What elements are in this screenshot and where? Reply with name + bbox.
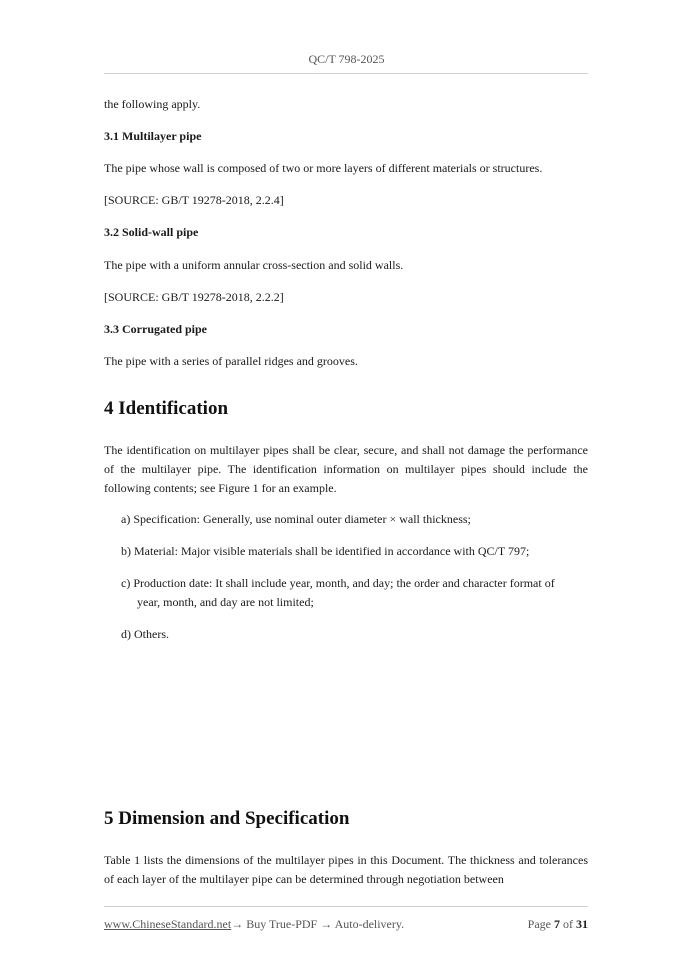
page-label: Page bbox=[527, 917, 551, 931]
list-item bbox=[121, 574, 588, 612]
footer-divider bbox=[104, 906, 588, 907]
page-indicator bbox=[528, 917, 588, 932]
footer-promo-text: → Buy True-PDF → Auto-delivery. bbox=[231, 917, 405, 931]
section-4-paragraph: The identification on multilayer pipes shall be clear, secure, and shall not damage the performance of the multilayer pipe. The identification information on multilayer pipes should include the following contents; see Figure 1 for an example. bbox=[104, 443, 588, 495]
list-item-line: c) Production date: It shall include year, month, and day; the order and character format of bbox=[121, 576, 555, 590]
term-definition-3-3: The pipe with a series of parallel ridges and grooves. bbox=[104, 354, 358, 368]
term-source-3-1: [SOURCE: GB/T 19278-2018, 2.2.4] bbox=[104, 193, 284, 207]
list-item-continuation: year, month, and day are not limited; bbox=[137, 595, 314, 609]
list-item: b) Material: Major visible materials shall be identified in accordance with QC/T 797; bbox=[121, 544, 530, 558]
list-item: a) Specification: Generally, use nominal outer diameter × wall thickness; bbox=[121, 512, 471, 526]
list-item: d) Others. bbox=[121, 627, 169, 641]
header-doc-id: QC/T 798-2025 bbox=[308, 52, 385, 66]
intro-fragment: the following apply. bbox=[104, 97, 201, 111]
page-current: 7 bbox=[554, 917, 560, 931]
section-4-heading: 4 Identification bbox=[104, 398, 229, 419]
term-source-3-2: [SOURCE: GB/T 19278-2018, 2.2.2] bbox=[104, 290, 284, 304]
page-total: 31 bbox=[576, 917, 588, 931]
term-definition-3-1: The pipe whose wall is composed of two or more layers of different materials or structures. bbox=[104, 161, 543, 175]
term-heading-3-2: 3.2 Solid-wall pipe bbox=[104, 225, 199, 239]
term-heading-3-3: 3.3 Corrugated pipe bbox=[104, 322, 207, 336]
footer-site-text[interactable]: www.ChineseStandard.net bbox=[104, 917, 232, 931]
page-of: of bbox=[563, 917, 573, 931]
footer-website-link[interactable] bbox=[104, 917, 404, 932]
section-5-paragraph: Table 1 lists the dimensions of the multilayer pipes in this Document. The thickness and tolerances of each layer of the multilayer pipe can be determined through negotiation between bbox=[104, 853, 588, 886]
term-definition-3-2: The pipe with a uniform annular cross-section and solid walls. bbox=[104, 258, 404, 272]
section-5-heading: 5 Dimension and Specification bbox=[104, 808, 350, 829]
header-divider bbox=[104, 73, 588, 74]
term-heading-3-1: 3.1 Multilayer pipe bbox=[104, 129, 202, 143]
